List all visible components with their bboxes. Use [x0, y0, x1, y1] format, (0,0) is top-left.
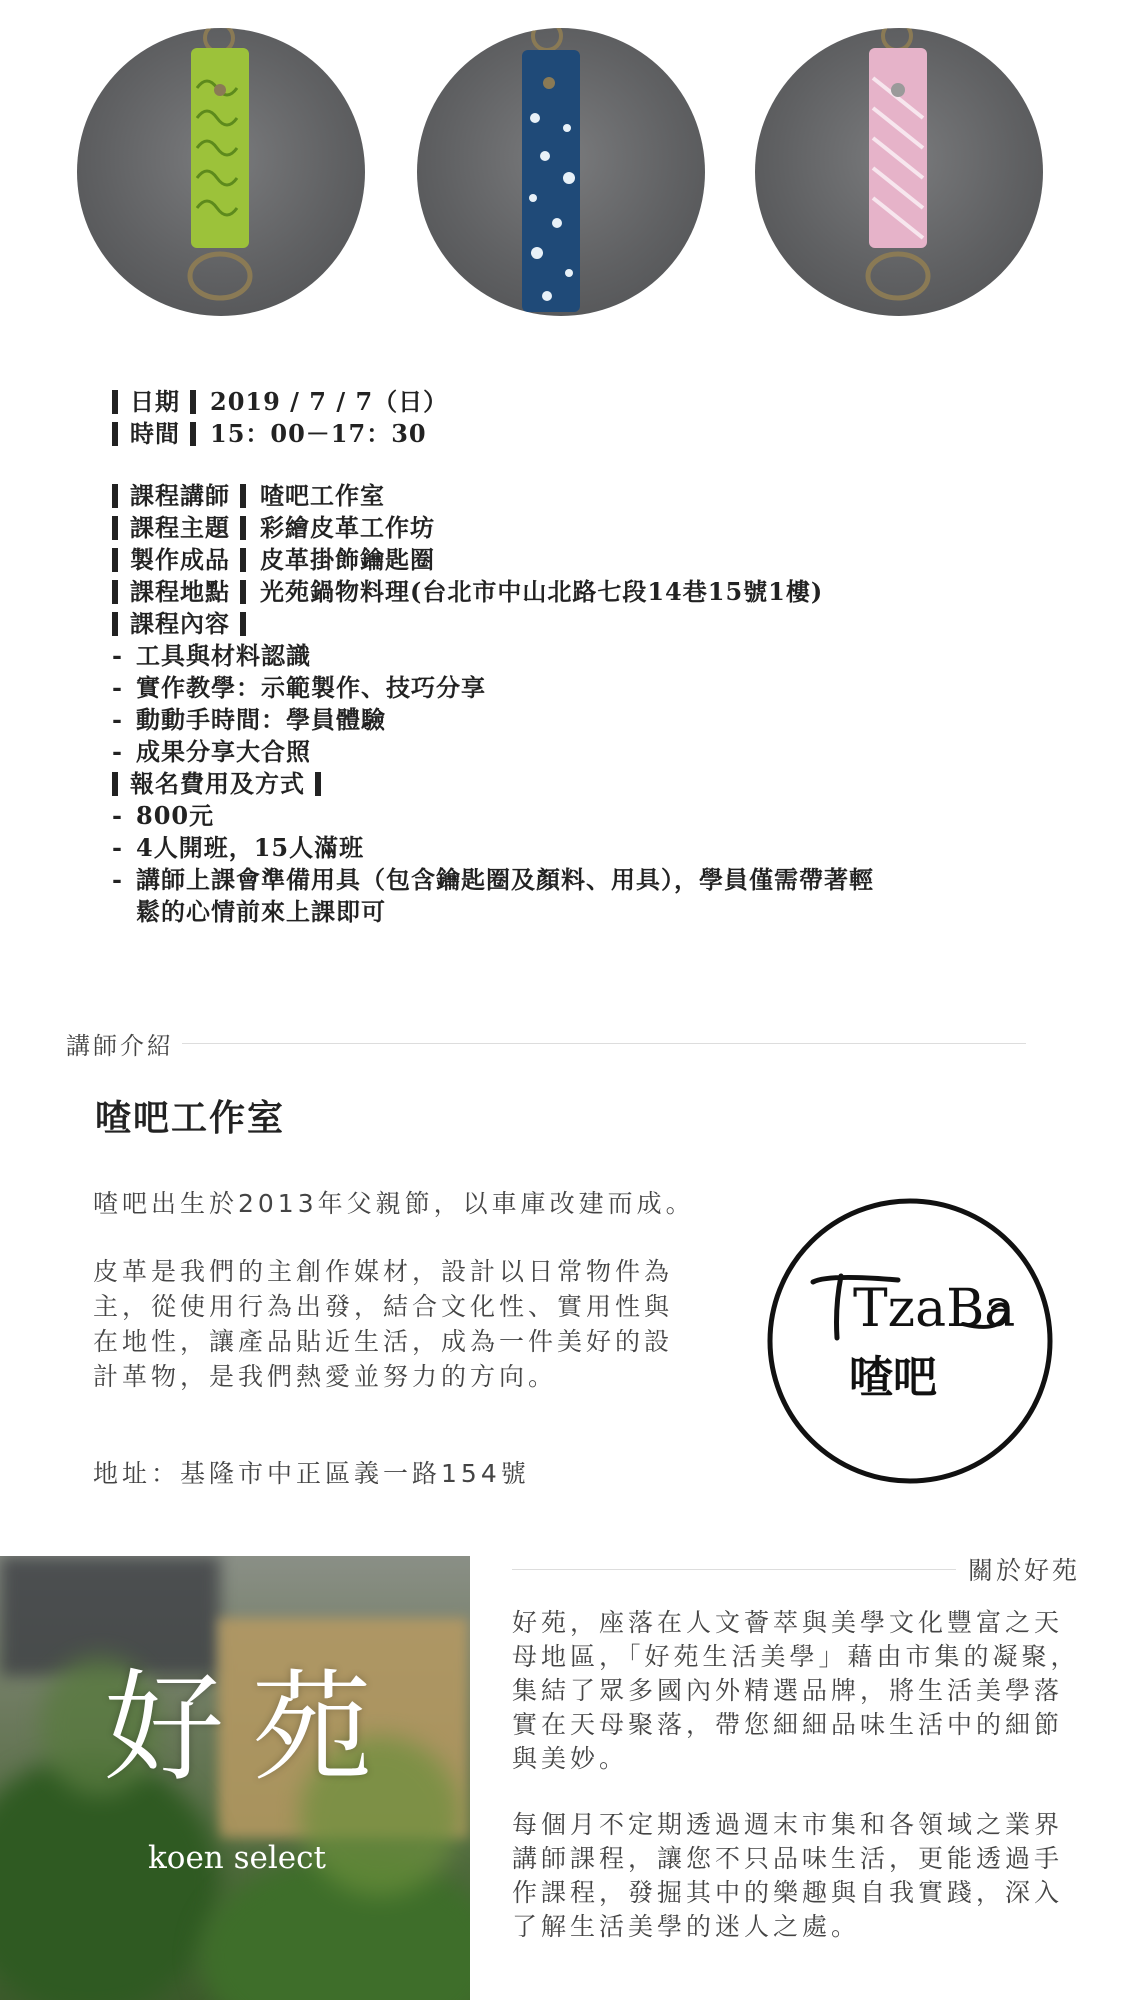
bar-marker: [240, 580, 246, 604]
about-paragraph-1: 好苑，座落在人文薈萃與美學文化豐富之天母地區，「好苑生活美學」藉由市集的凝聚，集結了眾多國內外精選品牌，將生活美學落實在天母聚落，帶您細細品味生活中的細節與美妙。: [512, 1608, 1080, 1773]
bar-marker: [112, 390, 118, 414]
content-item-text: 動動手時間：學員體驗: [136, 705, 386, 734]
studio-address: 地址：基隆市中正區義一路154號: [93, 1459, 530, 1488]
theme-label: 課程主題: [130, 513, 230, 542]
instructor-label: 課程講師: [130, 481, 230, 510]
green-keychain-image: [77, 28, 365, 316]
date-label: 日期: [130, 387, 180, 416]
location-label: 課程地點: [130, 577, 230, 606]
bar-marker: [112, 772, 118, 796]
bar-marker: [240, 484, 246, 508]
bar-marker: [112, 612, 118, 636]
tzaba-logo: [763, 1194, 1057, 1488]
fee-item-text: 4人開班，15人滿班: [136, 833, 365, 862]
content-item: - 成果分享大合照: [112, 737, 311, 766]
logo-latin-text: TzaBa: [853, 1279, 1016, 1339]
bar-marker: [112, 516, 118, 540]
bar-marker: [190, 422, 196, 446]
fee-item-text: 800元: [136, 801, 215, 830]
bar-marker: [315, 772, 321, 796]
content-item-text: 實作教學：示範製作、技巧分享: [136, 673, 486, 702]
content-item-text: 工具與材料認識: [136, 641, 311, 670]
course-info: [112, 386, 1032, 928]
location-value: 光苑鍋物料理(台北市中山北路七段14巷15號1樓): [260, 577, 824, 606]
bar-marker: [112, 580, 118, 604]
content-item: - 動動手時間：學員體驗: [112, 705, 386, 734]
content-heading-row: [112, 608, 1032, 640]
about-heading-text: 關於好苑: [967, 1556, 1080, 1585]
bar-marker: [190, 390, 196, 414]
studio-name: 喳吧工作室: [95, 1097, 286, 1139]
fee-item: - 講師上課會準備用具（包含鑰匙圈及顏料、用具），學員僅需帶著輕: [112, 865, 874, 894]
location-row: [112, 576, 1032, 608]
instructor-section-heading: [66, 1028, 1026, 1058]
green-keychain-photo: [77, 28, 365, 316]
bar-marker: [112, 484, 118, 508]
bar-marker: [112, 548, 118, 572]
product-photo-row: [0, 28, 1123, 316]
heading-divider: [182, 1043, 1026, 1044]
blue-polka-keychain-photo: [417, 28, 705, 316]
fee-heading-row: [112, 768, 1032, 800]
brand-name: 好苑: [104, 1659, 400, 1798]
content-item: - 實作教學：示範製作、技巧分享: [112, 673, 486, 702]
time-label: 時間: [130, 419, 180, 448]
pink-keychain-image: [755, 28, 1043, 316]
fee-item-continuation: 鬆的心情前來上課即可: [136, 897, 386, 926]
studio-intro: 喳吧出生於2013年父親節，以車庫改建而成。: [93, 1189, 695, 1218]
blue-keychain-image: [417, 28, 705, 316]
bar-marker: [112, 422, 118, 446]
fee-item-text: 講師上課會準備用具（包含鑰匙圈及顏料、用具），學員僅需帶著輕: [136, 865, 874, 894]
content-item-text: 成果分享大合照: [136, 737, 311, 766]
theme-value: 彩繪皮革工作坊: [260, 513, 435, 542]
date-row: [112, 386, 1032, 418]
product-label: 製作成品: [130, 545, 230, 574]
bar-marker: [240, 612, 246, 636]
time-row: [112, 418, 1032, 450]
fee-item: - 800元: [112, 801, 215, 830]
instructor-value: 喳吧工作室: [260, 481, 385, 510]
heading-divider: [512, 1569, 956, 1570]
brand-subtitle: koen select: [148, 1840, 326, 1876]
studio-description: 皮革是我們的主創作媒材，設計以日常物件為主，從使用行為出發，結合文化性、實用性與在地性，讓產品貼近生活，成為一件美好的設計革物，是我們熱愛並努力的方向。: [93, 1257, 674, 1391]
fee-item: - 4人開班，15人滿班: [112, 833, 365, 862]
bar-marker: [240, 516, 246, 540]
product-value: 皮革掛飾鑰匙圈: [260, 545, 435, 574]
about-paragraph-2: 每個月不定期透過週末市集和各領域之業界講師課程，讓您不只品味生活，更能透過手作課程，發掘其中的樂趣與自我實踐，深入了解生活美學的迷人之處。: [512, 1810, 1064, 1941]
theme-row: [112, 512, 1032, 544]
pink-keychain-photo: [755, 28, 1043, 316]
date-value: 2019 / 7 / 7（日）: [210, 387, 449, 416]
logo-cjk-text: 喳吧: [849, 1352, 937, 1403]
instructor-heading-text: 講師介紹: [66, 1031, 174, 1060]
content-item: - 工具與材料認識: [112, 641, 311, 670]
about-section-heading: [512, 1553, 1080, 1585]
fee-label: 報名費用及方式: [130, 769, 305, 798]
content-label: 課程內容: [130, 609, 230, 638]
time-value: 15：00－17：30: [210, 419, 427, 448]
bar-marker: [240, 548, 246, 572]
koen-brand-photo: [0, 1556, 470, 2000]
product-row: [112, 544, 1032, 576]
instructor-row: [112, 480, 1032, 512]
